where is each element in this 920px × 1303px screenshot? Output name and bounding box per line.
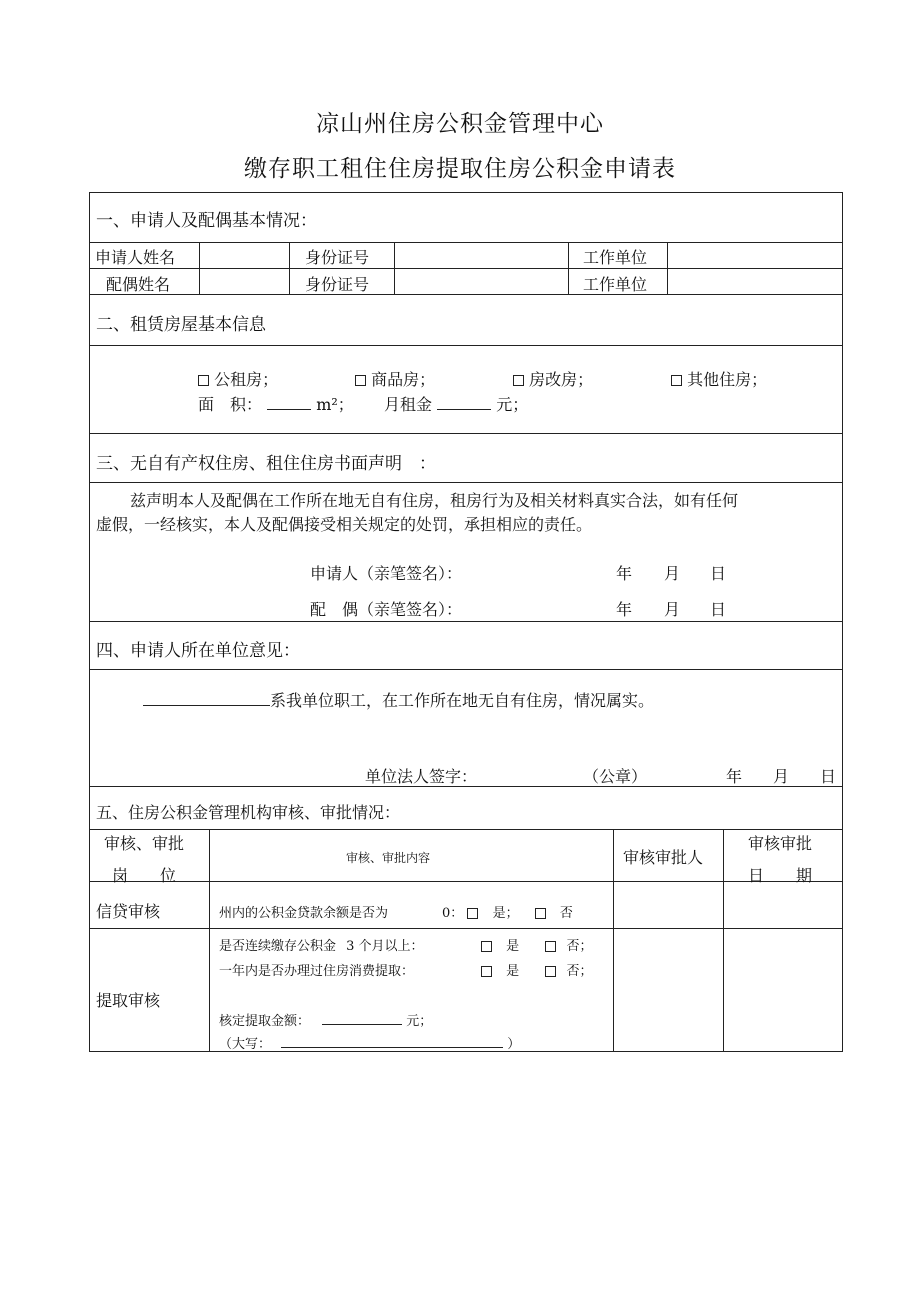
checkbox-icon[interactable] (513, 375, 524, 386)
option-label: 商品房； (371, 370, 436, 389)
capital-amount-field[interactable] (281, 1035, 503, 1048)
section5-heading: 五、住房公积金管理机构审核、审批情况： (96, 803, 401, 822)
option-public-rental[interactable] (198, 367, 278, 390)
area-unit: m²； (316, 395, 354, 414)
legal-sign-label: 单位法人签字： (365, 767, 478, 786)
applicant-name-label: 申请人姓名 (95, 248, 176, 267)
area-label: 面 积： (198, 395, 263, 414)
checkbox-icon[interactable] (545, 966, 556, 977)
seal-label: （公章） (583, 767, 648, 786)
credit-question: 州内的公积金贷款余额是否为 (219, 906, 389, 921)
applicant-work-label: 工作单位 (583, 248, 648, 267)
spouse-month: 月 (664, 600, 681, 619)
spouse-sign-label: 配 偶（亲笔签名）： (310, 600, 463, 619)
section1-heading: 一、申请人及配偶基本情况： (96, 211, 317, 231)
applicant-day: 日 (710, 564, 727, 583)
rule (394, 242, 395, 294)
area-field[interactable] (267, 395, 311, 410)
rule (89, 881, 843, 882)
spouse-name-label: 配偶姓名 (106, 275, 171, 294)
rule (89, 294, 843, 295)
extract-review-label: 提取审核 (96, 991, 161, 1010)
rule (89, 669, 843, 670)
unit-opinion-row (143, 688, 654, 711)
statement-line2: 虚假，一经核实，本人及配偶接受相关规定的处罚，承担相应的责任。 (96, 515, 593, 534)
rule (89, 345, 843, 346)
rule (199, 242, 200, 294)
option-other[interactable] (671, 367, 767, 390)
applicant-sign-label: 申请人（亲笔签名）： (310, 564, 463, 583)
rent-label: 月租金 (384, 395, 433, 414)
col-reviewer: 审核审批人 (623, 848, 704, 867)
rule (89, 928, 843, 929)
credit-review-label: 信贷审核 (96, 902, 161, 921)
checkbox-icon[interactable] (481, 966, 492, 977)
option-label: 公租房； (214, 370, 279, 389)
credit-zero: 0： (442, 906, 464, 921)
spouse-work-label: 工作单位 (583, 275, 648, 294)
statement-line1: 兹声明本人及配偶在工作所在地无自有住房，租房行为及相关材料真实合法，如有任何 (130, 491, 739, 510)
spouse-id-label: 身份证号 (305, 275, 370, 294)
option-reform-housing[interactable] (513, 367, 593, 390)
rule (568, 242, 569, 294)
section4-heading: 四、申请人所在单位意见： (96, 641, 300, 661)
section3-heading: 三、无自有产权住房、租住住房书面声明 ： (96, 454, 436, 474)
q1-row (219, 935, 424, 954)
rule (89, 621, 843, 622)
option-label: 房改房； (529, 370, 594, 389)
applicant-id-label: 身份证号 (305, 248, 370, 267)
spouse-year: 年 (616, 600, 633, 619)
applicant-month: 月 (664, 564, 681, 583)
no-label: 否 (559, 906, 573, 921)
amount-row (219, 1010, 432, 1029)
option-commercial[interactable] (355, 367, 435, 390)
rule (89, 482, 843, 483)
col-content: 审核、审批内容 (346, 851, 431, 865)
col-post-line2: 岗 位 (112, 866, 177, 885)
applicant-year: 年 (616, 564, 633, 583)
rule (89, 268, 843, 269)
rule (667, 242, 668, 294)
area-row (198, 392, 354, 415)
col-post-line1: 审核、审批 (104, 834, 185, 853)
credit-answer (442, 902, 573, 921)
spouse-day: 日 (710, 600, 727, 619)
capital-close: ） (507, 1037, 521, 1052)
unit-month: 月 (773, 767, 790, 786)
rule (209, 829, 210, 1051)
employee-name-field[interactable] (143, 689, 270, 706)
yes-label: 是 (506, 964, 520, 979)
org-title: 凉山州住房公积金管理中心 (316, 111, 604, 137)
q1-text-a: 是否连续缴存公积金 (219, 939, 337, 954)
q1-answers (481, 935, 592, 954)
rule (89, 433, 843, 434)
q1-text-b: 3 个月以上： (346, 939, 424, 954)
q2-text: 一年内是否办理过住房消费提取： (219, 964, 415, 979)
checkbox-icon[interactable] (671, 375, 682, 386)
rent-row (384, 392, 528, 415)
capital-row (219, 1033, 520, 1052)
yes-label: 是 (506, 939, 520, 954)
rent-field[interactable] (437, 395, 491, 410)
rent-unit: 元； (496, 395, 529, 414)
rule (613, 829, 614, 1051)
checkbox-icon[interactable] (535, 908, 546, 919)
rule (89, 242, 843, 243)
rule (723, 829, 724, 1051)
checkbox-icon[interactable] (481, 941, 492, 952)
checkbox-icon[interactable] (467, 908, 478, 919)
unit-year: 年 (726, 767, 743, 786)
amount-label: 核定提取金额： (219, 1014, 311, 1029)
amount-unit: 元； (406, 1014, 433, 1029)
opinion-text: 系我单位职工，在工作所在地无自有住房，情况属实。 (270, 691, 655, 710)
checkbox-icon[interactable] (355, 375, 366, 386)
option-label: 其他住房； (687, 370, 768, 389)
col-date-line1: 审核审批 (748, 834, 813, 853)
rule (89, 829, 843, 830)
unit-day: 日 (820, 767, 837, 786)
frame-top (89, 192, 843, 193)
no-label: 否； (566, 939, 593, 954)
capital-open: （大写： (219, 1037, 272, 1052)
rule (289, 242, 290, 294)
yes-label: 是； (492, 906, 519, 921)
col-date-line2: 日 期 (748, 866, 813, 885)
form-title: 缴存职工租住住房提取住房公积金申请表 (244, 156, 676, 182)
checkbox-icon[interactable] (198, 375, 209, 386)
section2-heading: 二、租赁房屋基本信息 (96, 315, 266, 335)
checkbox-icon[interactable] (545, 941, 556, 952)
no-label: 否； (566, 964, 593, 979)
q2-answers (481, 960, 592, 979)
amount-field[interactable] (322, 1012, 402, 1025)
